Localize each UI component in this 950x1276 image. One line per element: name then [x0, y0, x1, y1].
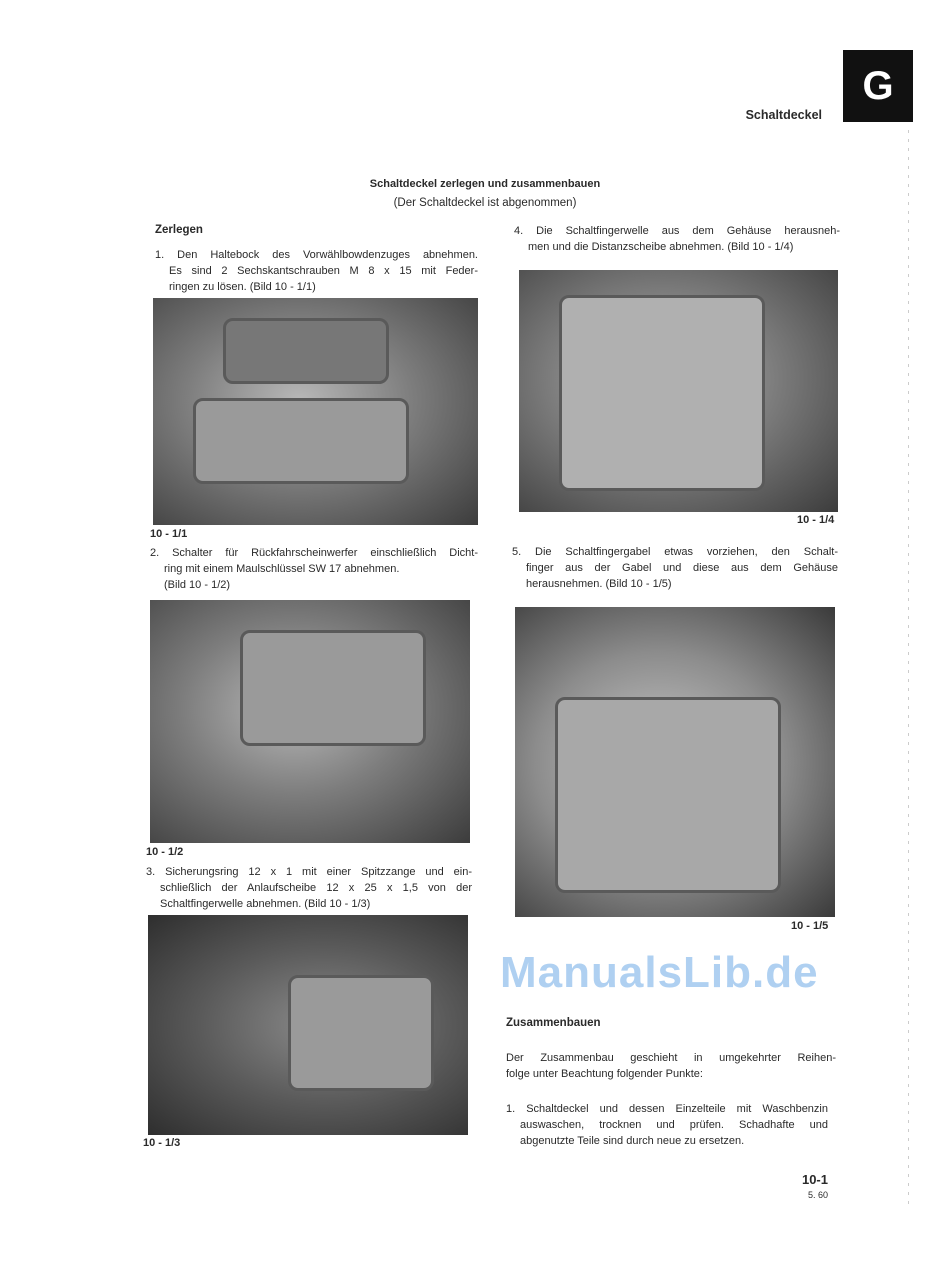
text-line: Der Zusammenbau geschieht in umgekehrter Reihen-	[506, 1052, 836, 1064]
text-line: 4. Die Schaltfingerwelle aus dem Gehäuse herausneh-	[514, 225, 840, 237]
caption-10-1-1: 10 - 1/1	[150, 528, 188, 540]
text-line: finger aus der Gabel und diese aus dem Gehäuse	[526, 562, 838, 574]
text-line: ringen zu lösen. (Bild 10 - 1/1)	[169, 281, 316, 293]
step-3	[146, 864, 472, 912]
section-tab: G	[843, 50, 913, 122]
page-number: 10-1	[801, 1172, 828, 1187]
assembly-intro	[506, 1050, 836, 1082]
text-line: 2. Schalter für Rückfahrscheinwerfer einschließlich Dicht-	[150, 547, 478, 559]
text-line: Es sind 2 Sechskantschrauben M 8 x 15 mit Feder-	[169, 265, 478, 277]
step-1	[155, 247, 478, 295]
section-heading-zusammenbauen: Zusammenbauen	[506, 1017, 601, 1029]
text-line: 3. Sicherungsring 12 x 1 mit einer Spitzzange und ein-	[146, 866, 472, 878]
caption-10-1-5: 10 - 1/5	[791, 920, 829, 932]
text-line: abgenutzte Teile sind durch neue zu ersetzen.	[520, 1135, 745, 1147]
step-5	[512, 544, 838, 592]
text-line: folge unter Beachtung folgender Punkte:	[506, 1068, 703, 1080]
text-line: 1. Schaltdeckel und dessen Einzelteile mit Waschbenzin	[506, 1103, 828, 1115]
step-4	[514, 223, 840, 255]
text-line: ring mit einem Maulschlüssel SW 17 abnehmen.	[164, 563, 400, 575]
text-line: Schaltfingerwelle abnehmen. (Bild 10 - 1/3)	[160, 898, 371, 910]
watermark: ManualsLib.de	[500, 948, 819, 997]
text-line: schließlich der Anlaufscheibe 12 x 25 x 1,5 von der	[160, 882, 472, 894]
photo-10-1-1	[153, 298, 478, 525]
text-line: 1. Den Haltebock des Vorwählbowdenzuges abnehmen.	[155, 249, 478, 261]
step-2	[150, 545, 478, 593]
scan-edge-line	[908, 130, 909, 1210]
page-title: Schaltdeckel zerlegen und zusammenbauen	[369, 178, 601, 190]
caption-10-1-2: 10 - 1/2	[146, 846, 184, 858]
section-heading-zerlegen: Zerlegen	[155, 224, 203, 236]
running-header: Schaltdeckel	[745, 108, 822, 122]
photo-10-1-4	[519, 270, 838, 512]
text-line: (Bild 10 - 1/2)	[164, 579, 231, 591]
text-line: herausnehmen. (Bild 10 - 1/5)	[526, 578, 672, 590]
caption-10-1-3: 10 - 1/3	[143, 1137, 181, 1149]
assembly-step-1	[506, 1101, 828, 1149]
text-line: 5. Die Schaltfingergabel etwas vorziehen, den Schalt-	[512, 546, 838, 558]
photo-10-1-3	[148, 915, 468, 1135]
photo-10-1-2	[150, 600, 470, 843]
text-line: auswaschen, trocknen und prüfen. Schadhafte und	[520, 1119, 828, 1131]
date-code: 5. 60	[807, 1190, 828, 1200]
page-subtitle: (Der Schaltdeckel ist abgenommen)	[393, 197, 577, 209]
caption-10-1-4: 10 - 1/4	[797, 514, 835, 526]
text-line: men und die Distanzscheibe abnehmen. (Bild 10 - 1/4)	[528, 241, 794, 253]
photo-10-1-5	[515, 607, 835, 917]
